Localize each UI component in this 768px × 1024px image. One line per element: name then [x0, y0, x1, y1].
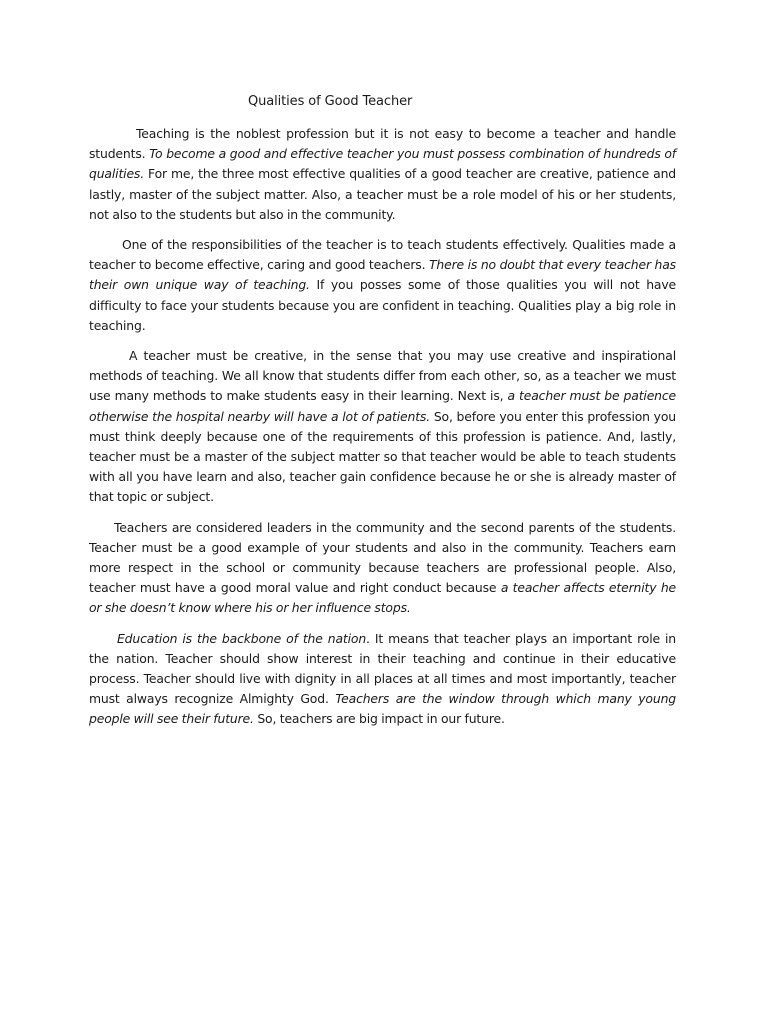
- document-page: [89, 92, 676, 740]
- paragraph-1-text-1: Teaching is the noblest profession but it is not easy to become a teacher and handle students.: [89, 126, 676, 162]
- paragraph-2-italic-1: There is no doubt that every teacher has their own unique way of teaching.: [89, 257, 676, 293]
- paragraph-1: [89, 124, 676, 225]
- document-title: Qualities of Good Teacher: [248, 94, 413, 109]
- paragraph-4-text-1: Teachers are considered leaders in the community and the second parents of the students. Teacher must be a good example of your students and also in the community. Teachers earn more respect in the school or community because teachers are professional people. Also, teacher must have a good moral value and right conduct because: [89, 519, 676, 596]
- paragraph-5-text-1: . It means that teacher plays an important role in the nation. Teacher should show interest in their teaching and continue in their educative process. Teacher should live with dignity in all places at all times and most importantly, teacher must always recognize Almighty God.: [89, 630, 676, 707]
- paragraph-4-italic-1: a teacher affects eternity he or she doesn’t know where his or her influence stops.: [89, 580, 677, 616]
- paragraph-2-text-1: One of the responsibilities of the teacher is to teach students effectively. Qualities made a teacher to become effective, caring and good teachers.: [89, 237, 676, 273]
- paragraph-3: [89, 346, 676, 508]
- paragraph-5: [89, 629, 676, 730]
- paragraph-3-text-1: A teacher must be creative, in the sense that you may use creative and inspirational methods of teaching. We all know that students differ from each other, so, as a teacher we must use many methods to make students easy in their learning. Next is,: [89, 348, 676, 404]
- paragraph-1-text-2: For me, the three most effective qualities of a good teacher are creative, patience and lastly, master of the subject matter. Also, a teacher must be a role model of his or her students, not also to the students but also in the community.: [89, 166, 676, 222]
- paragraph-4: [89, 518, 676, 619]
- paragraph-5-text-2: So, teachers are big impact in our future.: [253, 711, 505, 727]
- paragraph-5-italic-2: Teachers are the window through which many young people will see their future.: [89, 691, 676, 727]
- paragraph-1-italic-1: To become a good and effective teacher you must possess combination of hundreds of qualities.: [89, 146, 677, 182]
- paragraph-3-italic-1: a teacher must be patience otherwise the hospital nearby will have a lot of patients.: [89, 388, 677, 424]
- paragraph-3-text-2: So, before you enter this profession you must think deeply because one of the requirements of this profession is patience. And, lastly, teacher must be a master of the subject matter so that teacher would be able to teach students with all you have learn and also, teacher gain confidence because he or she is already master of that topic or subject.: [89, 408, 676, 505]
- paragraph-2-text-2: If you posses some of those qualities you will not have difficulty to face your students because you are confident in teaching. Qualities play a big role in teaching.: [89, 277, 676, 333]
- paragraph-5-italic-1: Education is the backbone of the nation: [117, 630, 367, 646]
- paragraph-2: [89, 235, 676, 336]
